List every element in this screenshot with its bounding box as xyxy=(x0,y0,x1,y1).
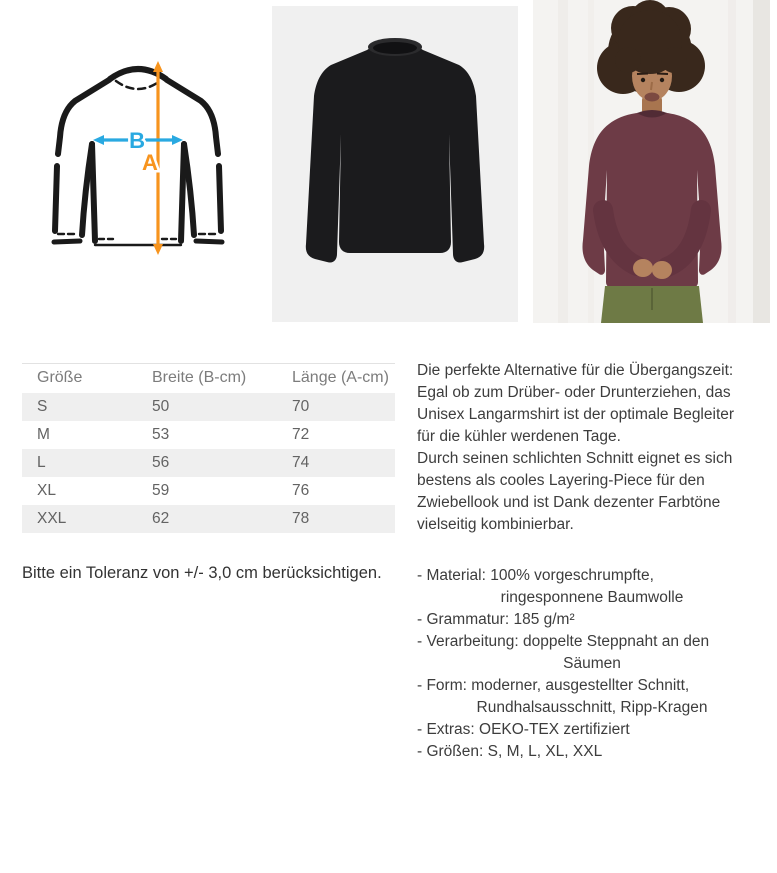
table-row xyxy=(22,421,395,449)
cell-length: 72 xyxy=(292,425,310,443)
cell-length: 76 xyxy=(292,481,310,499)
cell-width: 50 xyxy=(152,397,170,415)
cell-width: 53 xyxy=(152,425,170,443)
description-line: Durch seinen schlichten Schnitt eignet es sich xyxy=(417,450,733,467)
cell-width: 56 xyxy=(152,453,170,471)
table-row xyxy=(22,477,395,505)
detail-line: - Grammatur: 185 g/m² xyxy=(417,611,575,628)
product-detail-list xyxy=(417,565,767,763)
detail-line: Rundhalsausschnitt, Ripp-Kragen xyxy=(476,699,708,716)
cell-length: 70 xyxy=(292,397,310,415)
model-shirt xyxy=(582,112,721,288)
cell-length: 78 xyxy=(292,509,310,527)
detail-line: ringesponnene Baumwolle xyxy=(500,589,684,606)
cell-size: XL xyxy=(37,481,56,499)
description-line: vielseitig kombinierbar. xyxy=(417,516,574,533)
detail-line: - Extras: OEKO-TEX zertifiziert xyxy=(417,721,630,738)
detail-line: - Material: 100% vorgeschrumpfte, xyxy=(417,567,654,584)
flat-product-photo[interactable] xyxy=(272,6,518,322)
cell-size: S xyxy=(37,397,48,415)
size-table xyxy=(22,363,395,533)
size-diagram-image[interactable] xyxy=(46,52,230,260)
description-line: für die kühler werdenen Tage. xyxy=(417,428,621,445)
cell-size: L xyxy=(37,453,46,471)
model-burgundy-longsleeve-graphic xyxy=(533,0,770,323)
cell-size: M xyxy=(37,425,50,443)
cell-size: XXL xyxy=(37,509,67,527)
header-groesse: Größe xyxy=(37,369,83,387)
detail-line: - Größen: S, M, L, XL, XXL xyxy=(417,743,603,760)
model-photo[interactable] xyxy=(533,0,770,323)
description-line: Unisex Langarmshirt ist der optimale Begleiter xyxy=(417,406,735,423)
longsleeve-outline-graphic xyxy=(46,52,230,260)
detail-line: - Form: moderner, ausgestellter Schnitt, xyxy=(417,677,690,694)
table-row xyxy=(22,449,395,477)
tolerance-note: Bitte ein Toleranz von +/- 3,0 cm berücksichtigen. xyxy=(22,564,382,582)
detail-line: - Verarbeitung: doppelte Steppnaht an den xyxy=(417,633,710,650)
product-description xyxy=(417,360,767,763)
cell-width: 62 xyxy=(152,509,170,527)
cell-width: 59 xyxy=(152,481,170,499)
header-breite: Breite (B-cm) xyxy=(152,369,247,387)
size-table-header-row xyxy=(22,364,395,393)
description-line: Die perfekte Alternative für die Übergangszeit: xyxy=(417,362,734,379)
black-longsleeve-graphic xyxy=(272,6,518,322)
table-row xyxy=(22,505,395,533)
cell-length: 74 xyxy=(292,453,310,471)
description-line: bestens als cooles Layering-Piece für den xyxy=(417,472,705,489)
detail-line: Säumen xyxy=(563,655,621,672)
header-laenge: Länge (A-cm) xyxy=(292,369,389,387)
length-label: A xyxy=(142,150,158,175)
table-row xyxy=(22,393,395,421)
description-line: Zwiebellook und ist Dank dezenter Farbtöne xyxy=(417,494,721,511)
description-line: Egal ob zum Drüber- oder Drunterziehen, das xyxy=(417,384,731,401)
width-label: B xyxy=(129,128,145,153)
